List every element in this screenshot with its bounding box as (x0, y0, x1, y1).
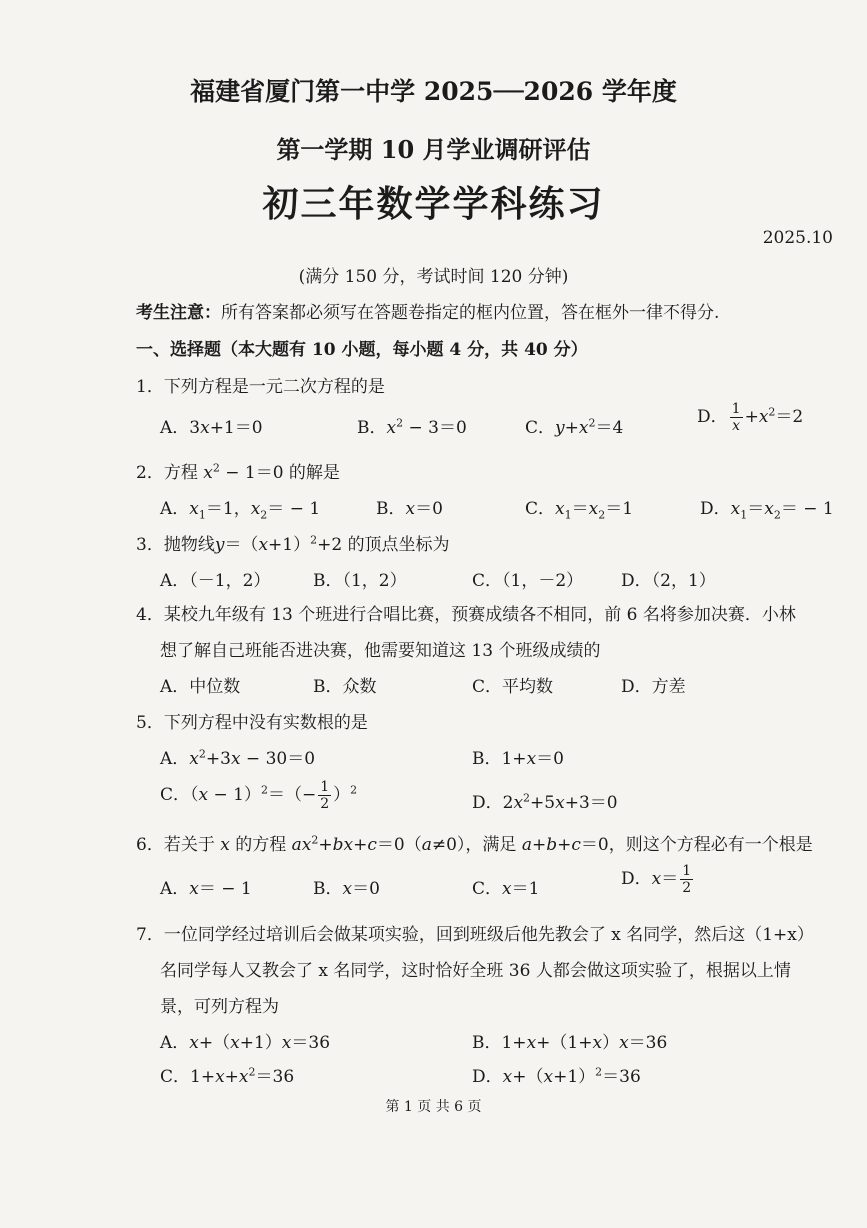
q7-option-d: D．$x+(x+1)^2=36$ (472, 1065, 641, 1087)
q4-stem-line1: 4．某校九年级有 13 个班进行合唱比赛，预赛成绩各不相同，前 6 名将参加决赛．小林 (136, 605, 796, 625)
q3-stem: 3．抛物线$y=(x+1)^2+2$ 的顶点坐标为 (136, 533, 450, 555)
q5-option-a: A．$x^2+3x - 30=0$ (160, 747, 316, 769)
exam-subtitle: 第一学期 10 月学业调研评估 (276, 135, 591, 164)
school-title: 福建省厦门第一中学 2025──2026 学年度 (190, 77, 677, 106)
q6-option-b: B．x＝0 (313, 879, 380, 899)
q1-option-b: B．$x^2 - 3=0$ (357, 416, 467, 438)
notice (136, 298, 719, 323)
fraction: $\frac{1}{x}$ (731, 401, 741, 434)
q7-stem-line2: 名同学每人又教会了 x 名同学，这时恰好全班 36 人都会做这项实验了，根据以上情 (160, 961, 791, 981)
q7-stem-line1: 7．一位同学经过培训后会做某项实验，回到班级后他先教会了 x 名同学，然后这（1+x） (136, 925, 814, 945)
q3-option-b: B．（1，2） (313, 571, 407, 591)
fraction: $\frac{1}{2}$ (682, 863, 692, 896)
q1-option-d: D． $\frac{1}{x}$ $+x^2=2$ (697, 401, 804, 434)
q4-stem-line2: 想了解自己班能否进决赛，他需要知道这 13 个班级成绩的 (160, 641, 601, 661)
q6-option-d: D．x＝ $\frac{1}{2}$ (621, 863, 692, 896)
q7-stem-line3: 景，可列方程为 (160, 997, 279, 1017)
score-info: (满分 150 分，考试时间 120 分钟) (298, 267, 569, 287)
fraction: $\frac{1}{2}$ (320, 779, 330, 812)
q6-stem: 6．若关于 x 的方程 $ax^2+bx+c=0(a\ne 0)$，满足 a+b+c＝0，则这个方程必有一个根是 (136, 833, 813, 855)
q7-option-b: B．1+x+（1+x）x＝36 (472, 1033, 668, 1053)
exam-title: 初三年数学学科练习 (262, 183, 605, 225)
q2-stem: 2．方程 $x^2 - 1=0$ 的解是 (136, 461, 340, 483)
q5-option-d: D．$2x^2+5x+3=0$ (472, 791, 618, 813)
q1-option-a: A．3x+1＝0 (160, 418, 263, 438)
q5-option-b: B．1+x＝0 (472, 749, 564, 769)
q2-option-a: A．$x_1=1$，$x_2= - 1$ (160, 499, 321, 522)
q3-option-a: A．（－1，2） (160, 571, 271, 591)
q4-option-b: B．众数 (313, 677, 377, 697)
notice-label: 考生注意： (136, 303, 221, 323)
q5-stem: 5．下列方程中没有实数根的是 (136, 713, 368, 733)
q2-option-d: D．$x_1=x_2= - 1$ (700, 499, 834, 522)
q6-option-c: C．x＝1 (472, 879, 540, 899)
section-heading: 一、选择题（本大题有 10 小题，每小题 4 分，共 40 分） (136, 340, 588, 360)
q2-option-c: C．$x_1=x_2=1$ (525, 499, 634, 522)
exam-date: 2025.10 (762, 228, 833, 248)
q7-option-a: A．x+（x+1）x＝36 (160, 1033, 331, 1053)
q6-option-a: A．x＝ − 1 (160, 879, 252, 899)
q1-stem: 1．下列方程是一元二次方程的是 (136, 377, 385, 397)
page-footer: 第 1 页 共 6 页 (385, 1099, 482, 1115)
q1-option-c: C．$y+x^2=4$ (525, 416, 624, 438)
q2-option-b: B．x＝0 (376, 499, 443, 519)
q4-option-c: C．平均数 (472, 677, 554, 697)
q3-option-c: C．（1，－2） (472, 571, 584, 591)
q4-option-a: A．中位数 (160, 677, 241, 697)
notice-text: 所有答案都必须写在答题卷指定的框内位置，答在框外一律不得分. (221, 303, 720, 323)
q3-option-d: D．（2，1） (621, 571, 716, 591)
q5-option-c: C．$(x - 1)^2=(-$ $\frac{1}{2}$ ）$^2$ (160, 779, 358, 812)
q4-option-d: D．方差 (621, 677, 686, 697)
q7-option-c: C．$1+x+x^2=36$ (160, 1065, 295, 1087)
